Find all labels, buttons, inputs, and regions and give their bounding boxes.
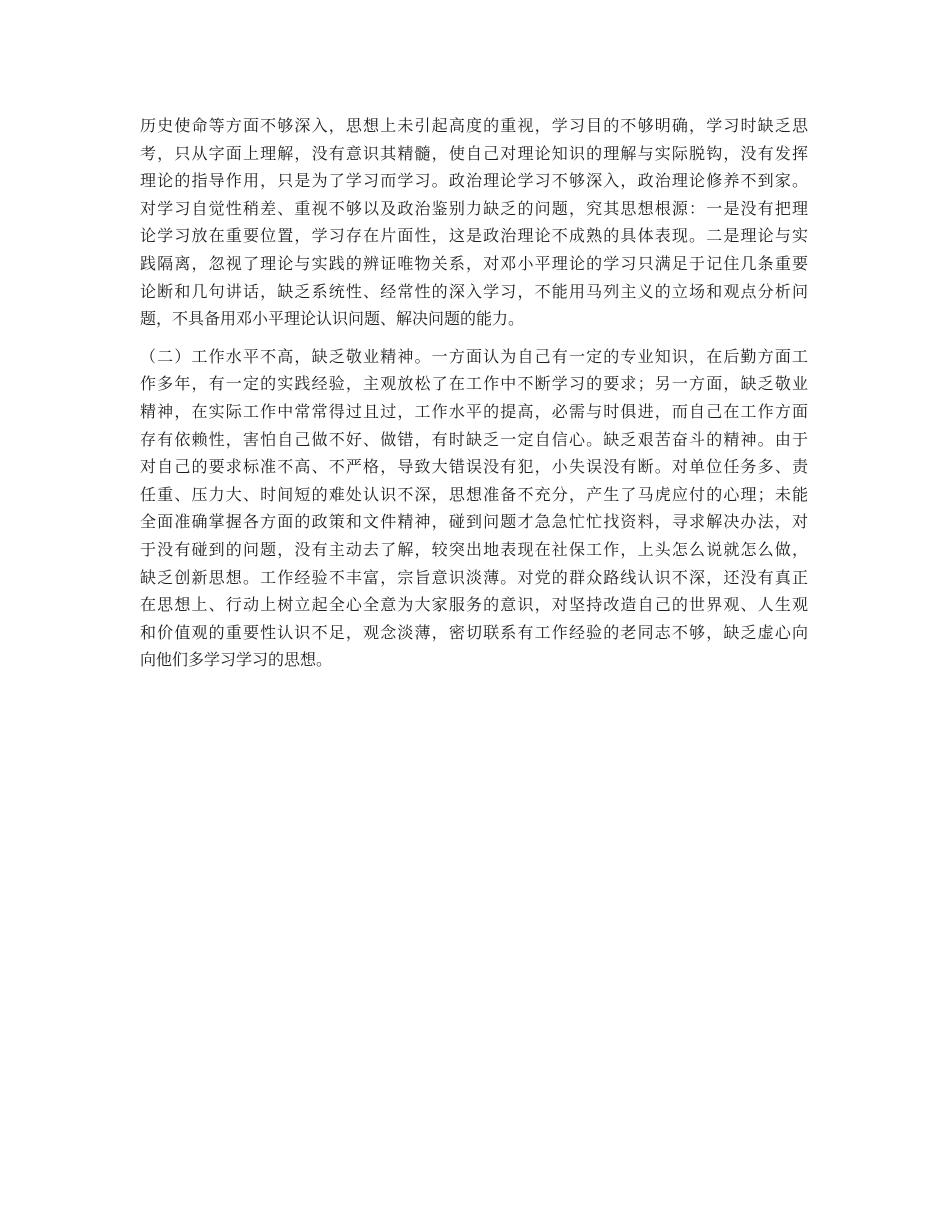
text-line: 论学习放在重要位置，学习存在片面性，这是政治理论不成熟的具体表现。二是理论与实 xyxy=(140,226,808,246)
text-line: 历史使命等方面不够深入，思想上未引起高度的重视，学习目的不够明确，学习时缺乏思 xyxy=(140,116,808,135)
text-line: 和价值观的重要性认识不足，观念淡薄，密切联系有工作经验的老同志不够，缺乏虚心向 xyxy=(140,622,808,642)
text-line: 存有依赖性，害怕自己做不好、做错，有时缺乏一定自信心。缺乏艰苦奋斗的精神。由于 xyxy=(140,429,808,449)
text-line: 理论的指导作用，只是为了学习而学习。政治理论学习不够深入，政治理论修养不到家。 xyxy=(140,171,808,191)
document-page xyxy=(140,112,808,674)
text-line: 对自己的要求标准不高、不严格，导致大错误没有犯，小失误没有断。对单位任务多、责 xyxy=(140,457,808,477)
text-line: 在思想上、行动上树立起全心全意为大家服务的意识，对坚持改造自己的世界观、人生观 xyxy=(140,595,808,615)
text-line: 对学习自觉性稍差、重视不够以及政治鉴别力缺乏的问题，究其思想根源：一是没有把理 xyxy=(140,198,808,218)
text-line: 于没有碰到的问题，没有主动去了解，较突出地表现在社保工作，上头怎么说就怎么做， xyxy=(140,539,808,559)
text-line: 向他们多学习学习的思想。 xyxy=(140,650,333,670)
text-line: 考，只从字面上理解，没有意识其精髓，使自己对理论知识的理解与实际脱钩，没有发挥 xyxy=(140,143,808,163)
text-line: 缺乏创新思想。工作经验不丰富，宗旨意识淡薄。对党的群众路线认识不深，还没有真正 xyxy=(140,567,808,587)
text-line: 精神，在实际工作中常常得过且过，工作水平的提高，必需与时俱进，而自己在工作方面 xyxy=(140,401,808,421)
text-line: 题，不具备用邓小平理论认识问题、解决问题的能力。 xyxy=(140,309,525,329)
text-line: 任重、压力大、时间短的难处认识不深，思想准备不充分，产生了马虎应付的心理；未能 xyxy=(140,484,808,504)
text-line: （二）工作水平不高，缺乏敬业精神。一方面认为自己有一定的专业知识，在后勤方面工 xyxy=(140,346,808,366)
text-line: 践隔离，忽视了理论与实践的辨证唯物关系，对邓小平理论的学习只满足于记住几条重要 xyxy=(140,253,808,273)
text-line: 论断和几句讲话，缺乏系统性、经常性的深入学习，不能用马列主义的立场和观点分析问 xyxy=(140,281,808,301)
paragraph-1 xyxy=(140,112,808,333)
text-line: 作多年，有一定的实践经验，主观放松了在工作中不断学习的要求；另一方面，缺乏敬业 xyxy=(140,374,808,394)
paragraph-2 xyxy=(140,343,808,674)
paragraph-spacer xyxy=(140,333,808,343)
text-line: 全面准确掌握各方面的政策和文件精神，碰到问题才急急忙忙找资料，寻求解决办法，对 xyxy=(140,512,808,532)
